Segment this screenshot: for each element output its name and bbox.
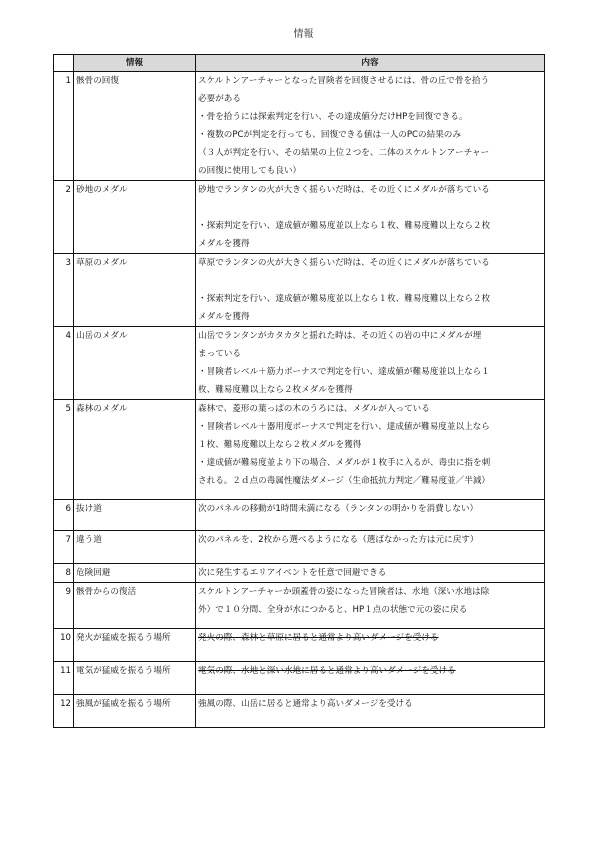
table-row <box>54 254 545 327</box>
content-line: ・冒険者レベル＋筋力ボーナスで判定を行い、達成値が難易度並以上なら１ <box>198 367 490 377</box>
row-content <box>196 629 545 662</box>
row-name: 電気が猛威を振るう場所 <box>74 662 196 695</box>
content-line: 次に発生するエリアイベントを任意で回避できる <box>198 568 387 578</box>
content-line: 電気の際、水地と深い水地に居ると通常より高いダメージを受ける <box>198 666 456 676</box>
header-number <box>54 55 74 72</box>
row-name: 砂地のメダル <box>74 181 196 254</box>
table-row <box>54 564 545 583</box>
content-line: の回復に使用しても良い） <box>198 166 302 176</box>
row-content <box>196 500 545 531</box>
row-content <box>196 400 545 500</box>
content-line: ・探索判定を行い、達成値が難易度並以上なら１枚、難易度難以上なら２枚 <box>198 294 491 304</box>
row-content <box>196 662 545 695</box>
content-line: （３人が判定を行い、その結果の上位２つを、二体のスケルトンアーチャー <box>198 148 490 158</box>
content-line: 強風の際、山岳に居ると通常より高いダメージを受ける <box>198 699 413 709</box>
row-number: 1 <box>54 72 74 181</box>
content-line: 必要がある <box>198 94 241 104</box>
row-content <box>196 72 545 181</box>
page-title: 情報 <box>293 29 314 40</box>
content-line: メダルを獲得 <box>198 239 250 249</box>
row-number: 6 <box>54 500 74 531</box>
table-row <box>54 662 545 695</box>
row-content <box>196 695 545 728</box>
row-content <box>196 254 545 327</box>
header-name: 情報 <box>74 55 196 72</box>
table-row <box>54 531 545 564</box>
row-name: 骸骨の回復 <box>74 72 196 181</box>
row-number: 8 <box>54 564 74 583</box>
row-name: 森林のメダル <box>74 400 196 500</box>
table-row <box>54 400 545 500</box>
table-header-row <box>54 55 545 72</box>
row-number: 11 <box>54 662 74 695</box>
content-line: ・達成値が難易度並より下の場合、メダルが１枚手に入るが、毒虫に指を刺 <box>198 458 491 468</box>
row-number: 2 <box>54 181 74 254</box>
content-line: 次のパネルの移動が1時間未満になる（ランタンの明かりを消費しない） <box>198 504 479 514</box>
info-table <box>53 54 545 728</box>
row-name: 山岳のメダル <box>74 327 196 400</box>
row-content <box>196 564 545 583</box>
row-name: 草原のメダル <box>74 254 196 327</box>
content-line: ・探索判定を行い、達成値が難易度並以上なら１枚、難易度難以上なら２枚 <box>198 221 491 231</box>
table-row <box>54 72 545 181</box>
table-row <box>54 583 545 629</box>
table-row <box>54 500 545 531</box>
content-line: 砂地でランタンの火が大きく揺らいだ時は、その近くにメダルが落ちている <box>198 185 490 195</box>
row-number: 10 <box>54 629 74 662</box>
row-number: 5 <box>54 400 74 500</box>
content-line: 山岳でランタンがカタカタと揺れた時は、その近くの岩の中にメダルが埋 <box>198 331 482 341</box>
row-number: 4 <box>54 327 74 400</box>
header-content: 内容 <box>196 55 545 72</box>
row-name: 危険回避 <box>74 564 196 583</box>
content-line: まっている <box>198 349 241 359</box>
content-line: される。２ｄ点の毒属性魔法ダメージ（生命抵抗力判定／難易度並／半減） <box>198 476 491 486</box>
content-line <box>198 199 542 217</box>
content-line: スケルトンアーチャーか頭蓋骨の姿になった冒険者は、水地（深い水地は除 <box>198 587 490 597</box>
content-line: スケルトンアーチャーとなった冒険者を回復させるには、骨の丘で骨を拾う <box>198 76 490 86</box>
row-content <box>196 583 545 629</box>
table-row <box>54 181 545 254</box>
row-content <box>196 181 545 254</box>
row-content <box>196 327 545 400</box>
table-row <box>54 629 545 662</box>
row-number: 7 <box>54 531 74 564</box>
content-line: 草原でランタンの火が大きく揺らいだ時は、その近くにメダルが落ちている <box>198 258 490 268</box>
row-number: 12 <box>54 695 74 728</box>
content-line: 次のパネルを、2枚から選べるようになる（選ばなかった方は元に戻す） <box>198 535 479 545</box>
content-line: 森林で、菱形の葉っぱの木のうろには、メダルが入っている <box>198 404 430 414</box>
content-line: 発火の際、森林と草原に居ると通常より高いダメージを受ける <box>198 633 439 643</box>
row-number: 3 <box>54 254 74 327</box>
row-content <box>196 531 545 564</box>
table-row <box>54 695 545 728</box>
row-name: 強風が猛威を振るう場所 <box>74 695 196 728</box>
content-line <box>198 272 542 290</box>
content-line: ・複数のPCが判定を行っても、回復できる値は一人のPCの結果のみ <box>198 130 461 140</box>
content-line: 枚、難易度難以上なら２枚メダルを獲得 <box>198 385 353 395</box>
content-line: メダルを獲得 <box>198 312 250 322</box>
content-line: ・骨を拾うには探索判定を行い、その達成値分だけHPを回復できる。 <box>198 112 468 122</box>
row-number: 9 <box>54 583 74 629</box>
content-line: ・冒険者レベル＋器用度ボーナスで判定を行い、達成値が難易度並以上なら <box>198 422 490 432</box>
row-name: 抜け道 <box>74 500 196 531</box>
row-name: 発火が猛威を振るう場所 <box>74 629 196 662</box>
table-row <box>54 327 545 400</box>
content-line: 外）で１０分間、全身が水につかると、HP１点の状態で元の姿に戻る <box>198 605 468 615</box>
row-name: 骸骨からの復活 <box>74 583 196 629</box>
content-line: １枚、難易度難以上なら２枚メダルを獲得 <box>198 440 362 450</box>
row-name: 違う道 <box>74 531 196 564</box>
